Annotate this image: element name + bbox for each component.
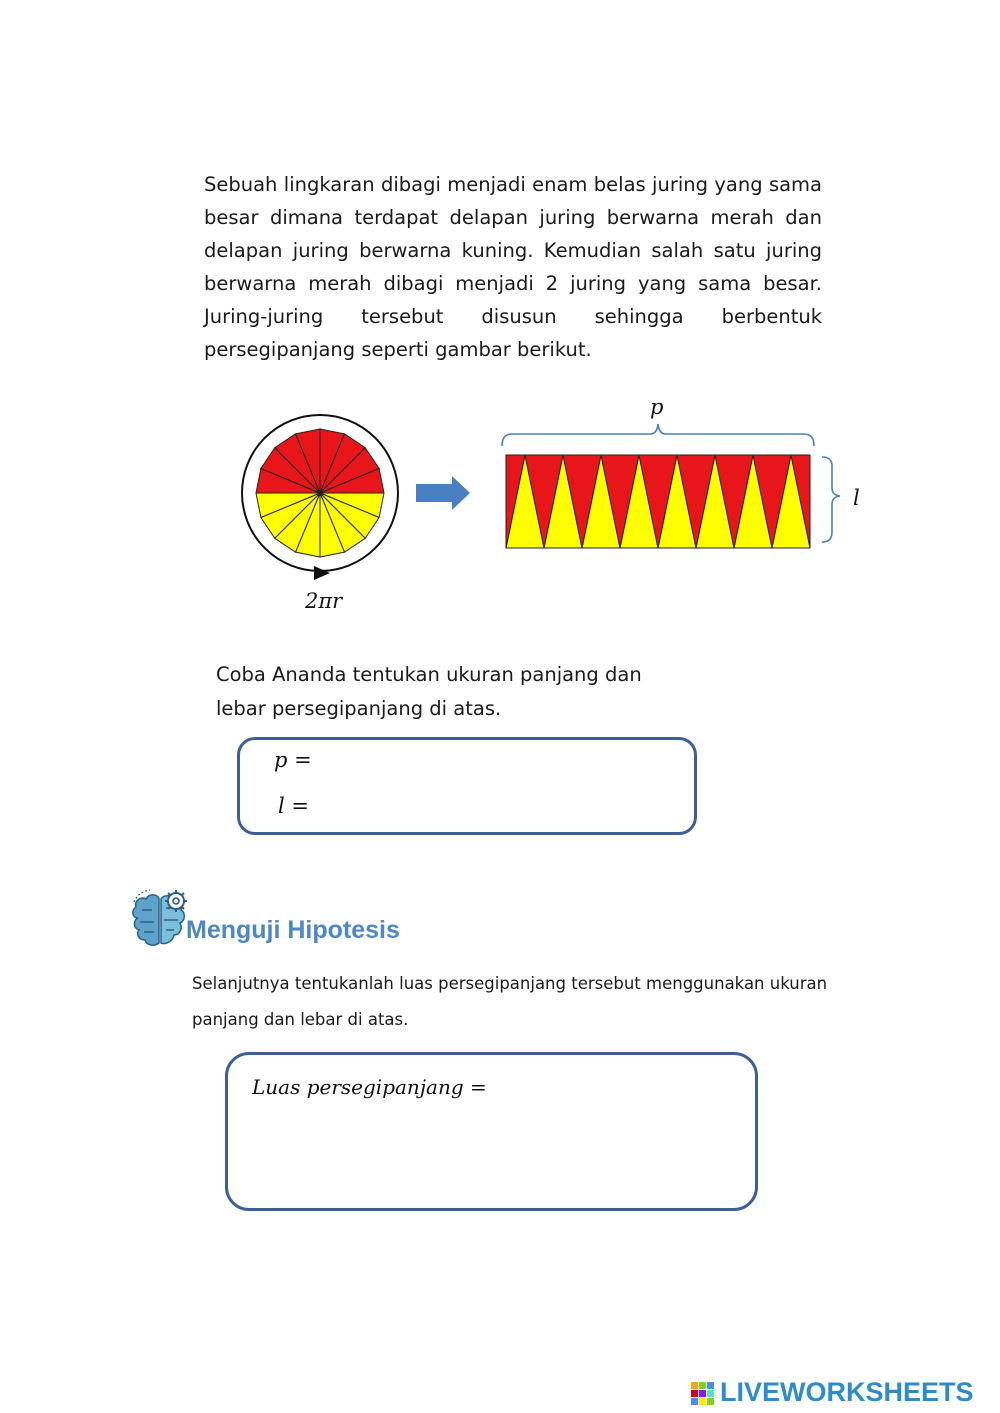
brain-gear-icon bbox=[128, 888, 192, 950]
width-bracket bbox=[822, 457, 840, 542]
circumference-label: 2πr bbox=[305, 589, 343, 613]
rectangle-sectors bbox=[506, 455, 810, 548]
length-bracket bbox=[502, 424, 814, 446]
hypothesis-instruction: Selanjutnya tentukanlah luas persegipanjang tersebut menggunakan ukuran panjang dan lebar di atas. bbox=[192, 974, 828, 1029]
area-answer-box[interactable] bbox=[225, 1052, 758, 1211]
l-answer-label: l = bbox=[278, 794, 309, 818]
circumference-arrow-icon bbox=[314, 566, 330, 580]
right-arrow-icon bbox=[416, 476, 470, 510]
figure-svg bbox=[0, 380, 1000, 630]
brand-logo bbox=[690, 1376, 990, 1410]
circle-sectors bbox=[256, 429, 384, 557]
section-header bbox=[128, 888, 528, 952]
area-label: Luas persegipanjang = bbox=[252, 1075, 487, 1099]
p-answer-label: p = bbox=[274, 748, 312, 772]
width-label: l bbox=[853, 486, 860, 510]
question-text: Coba Ananda tentukan ukuran panjang dan lebar persegipanjang di atas. bbox=[216, 663, 642, 720]
intro-paragraph: Sebuah lingkaran dibagi menjadi enam belas juring yang sama besar dimana terdapat delapan juring berwarna merah dan delapan juring berwarna kuning. Kemudian salah satu juring berwarna merah dibagi menjadi 2 juring yang sama besar. Juring-juring tersebut disusun sehingga berbentuk persegipanjang seperti gambar berikut. bbox=[204, 173, 822, 361]
liveworksheets-logo-icon bbox=[690, 1381, 716, 1407]
section-title: Menguji Hipotesis bbox=[186, 916, 400, 944]
brand-name: LIVEWORKSHEETS bbox=[720, 1377, 974, 1407]
length-width-answer-box[interactable] bbox=[237, 737, 697, 835]
circle-to-rectangle-figure bbox=[0, 380, 1000, 630]
length-label: p bbox=[650, 395, 664, 419]
